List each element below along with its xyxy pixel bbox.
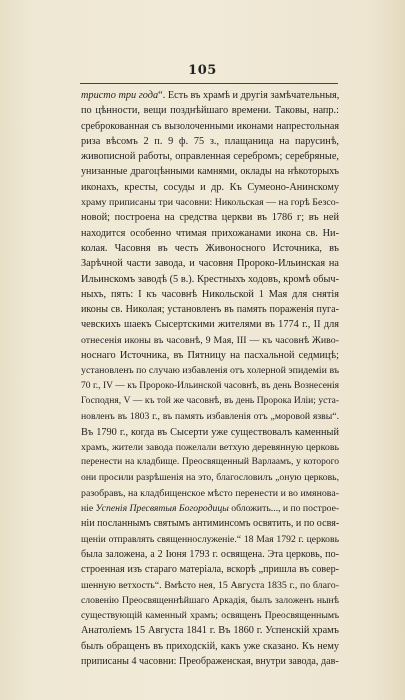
text-line: находится особенно чтимая прихожанами икона св. Ни-	[81, 227, 339, 239]
text-line: риза вѣсомъ 2 п. 9 ф. 75 з., плащаница на парусинѣ,	[81, 135, 339, 147]
text-line: шенную ветхость“. Вмѣсто нея, 15 Августа 1835 г., по благо-	[81, 579, 339, 591]
text-line: отнесенія иконы въ часовнѣ, 9 Мая, III — къ часовнѣ Живо-	[81, 334, 339, 346]
text-line: ныхъ, пять: I къ часовнѣ Никольской 1 Мая для снятія	[81, 288, 339, 300]
text-line: строенная изъ стараго матеріала, вскорѣ „пришла въ совер-	[81, 564, 339, 576]
header-rule	[80, 83, 338, 84]
text-line: перенести на кладбище. Преосвященный Варлаамъ, у которого	[81, 457, 339, 468]
text-line: приписаны 4 часовни: Преображенская, внутри завода, дав-	[81, 655, 339, 667]
text-line: по цѣнности, вещи позднѣйшаго времени. Таковы, напр.:	[81, 105, 339, 117]
text-line: Въ 1790 г., когда въ Сысерти уже существовалъ каменный	[81, 426, 339, 438]
text-line: тристо три года“. Есть въ храмѣ и другія замѣчательныя,	[81, 90, 339, 101]
text-line: унизанные драгоцѣнными камнями, оклады на нѣкоторыхъ	[81, 166, 339, 178]
text-line: была заложена, а 2 Іюня 1793 г. освящена. Эта церковь, по-	[81, 548, 339, 560]
text-line: Зарѣчной части завода, и часовня Пророко-Ильинская на	[81, 258, 339, 270]
text-line: былъ обращенъ въ приходскій, какъ уже сказано. Къ нему	[81, 640, 339, 652]
text-line: чевскихъ шаекъ Сысертскими жителями въ 1774 г., II для	[81, 319, 339, 331]
text-line: Ильинскомъ заводѣ (5 в.). Крестныхъ ходовъ, кромѣ обыч-	[81, 273, 339, 285]
text-line: они просили разрѣшенія на это, благословилъ „оную церковь,	[81, 472, 339, 484]
body-text	[81, 88, 339, 669]
text-line: словенію Преосвященнѣйшаго Аркадія, былъ заложенъ нынѣ	[81, 594, 339, 606]
text-line: храмъ, жители завода пожелали ветхую деревянную церковь	[81, 441, 339, 453]
page-number: 105	[188, 63, 217, 78]
text-line: Господня, V — къ той же часовнѣ, въ день Пророка Иліи; уста-	[81, 395, 339, 406]
text-line: храму приписаны три часовни: Никольская — на горѣ Безсо-	[81, 197, 339, 209]
text-line: щеніи отправлять священнослуженіе.“ 18 Мая 1792 г. церковь	[81, 533, 339, 545]
text-line: новленъ въ 1803 г., въ память избавленія отъ „моровой язвы“.	[81, 411, 339, 423]
text-line: носнаго Источника, въ Пятницу на пасхальной седмицѣ;	[81, 350, 339, 362]
text-line: Анатоліемъ 15 Августа 1841 г. Въ 1860 г. Успенскій храмъ	[81, 625, 339, 637]
text-line: ніе Успенія Пресвятыя Богородицы обложить..., и по построе-	[81, 503, 339, 515]
text-line: колая. Часовня въ честь Живоносного Источника, въ	[81, 242, 339, 254]
text-line: новой; построена на средства церкви въ 1786 г; въ ней	[81, 212, 339, 224]
text-line: разобравъ, на кладбищенское мѣсто перенести и во имянова-	[81, 487, 339, 499]
text-line: установленъ по случаю избавленія отъ холерной эпидеміи въ	[81, 365, 339, 377]
text-line: иконахъ, кресты, сосуды и др. Къ Сумеоно-Анинскому	[81, 181, 339, 193]
text-line: среброкованная съ вызолоченными иконами напрестольная	[81, 120, 339, 132]
text-line: живописной работы, оправленная серебромъ; серебряные,	[81, 151, 339, 163]
text-line: 70 г., IV — къ Пророко-Ильинской часовнѣ, въ день Вознесенія	[81, 380, 339, 391]
text-line: существующій каменный храмъ; освященъ Преосвященнымъ	[81, 610, 339, 622]
text-line: иконы св. Николая; установленъ въ память пораженія пуга-	[81, 304, 339, 316]
text-line: ніи посланнымъ святымъ антиминсомъ освятить, и по освя-	[81, 518, 339, 530]
